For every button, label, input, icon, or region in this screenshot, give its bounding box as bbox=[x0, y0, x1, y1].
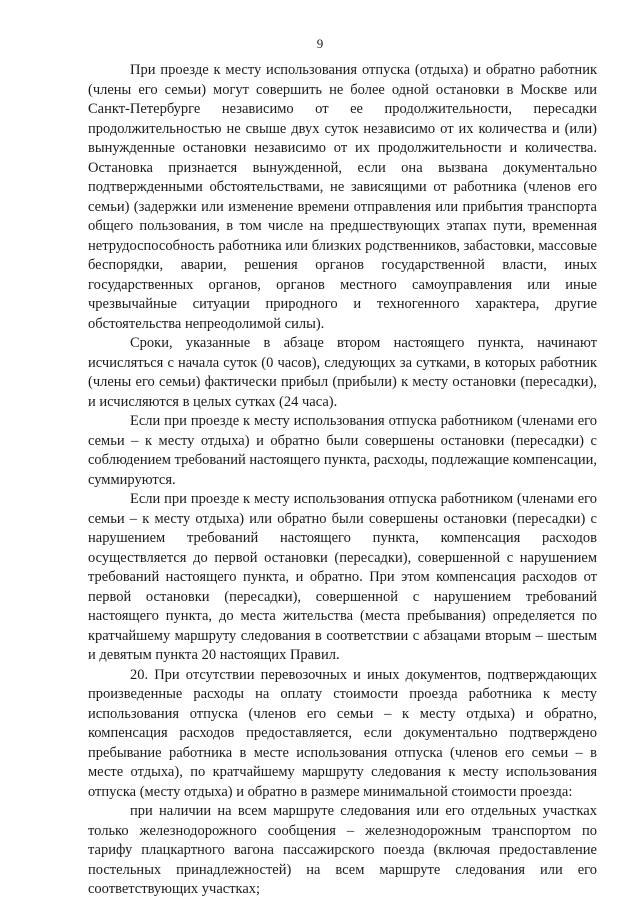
paragraph-compliant-stopovers: Если при проезде к месту использования отпуска работником (членами его семьи – к месту отдыха) и обратно были совершены остановки (пересадки) с соблюдением требований настоящего пункта, расходы, подлежащие компенсации, суммируются. bbox=[88, 413, 598, 488]
paragraph-time-periods: Сроки, указанные в абзаце втором настоящего пункта, начинают исчисляться с начала суток (0 часов), следующих за сутками, в которых работник (члены его семьи) фактически прибыл (прибыли) к месту остановки (пересадки), и исчисляются в целых сутках (24 часа). bbox=[88, 335, 597, 410]
paragraph-noncompliant-stopovers: Если при проезде к месту использования отпуска работником (членами его семьи – к месту отдыха) или обратно были совершены остановки (пересадки) с нарушением требований настоящего пункта, компенсация расходов осуществляется до первой остановки (пересадки), совершенной с нарушением требований настоящего пункта, и обратно. При этом компенсация расходов от первой остановки (пересадки), совершенной с нарушением требований настоящего пункта, до места жительства (места пребывания) определяется по кратчайшему маршруту следования в соответствии с абзацами вторым – шестым и девятым пункта 20 настоящих Правил. bbox=[88, 491, 597, 663]
page-number: 9 bbox=[316, 36, 324, 51]
document-body bbox=[88, 61, 597, 900]
paragraph-railway-fare: при наличии на всем маршруте следования или его отдельных участках только железнодорожного сообщения – железнодорожным транспортом по тарифу плацкартного вагона пассажирского поезда (включая предоставление постельных принадлежностей) на всем маршруте следования или его соответствующих участках; bbox=[88, 803, 597, 897]
paragraph-stopovers-rule: При проезде к месту использования отпуска (отдыха) и обратно работник (члены его семьи) могут совершить не более одной остановки в Москве или Санкт-Петербурге независимо от ее продолжительности, пересадки продолжительностью не свыше двух суток независимо от их количества и (или) вынужденные остановки независимо от их продолжительности и количества. Остановка признается вынужденной, если она вызвана документально подтвержденными обстоятельствами, не зависящими от работника (членов его семьи) (задержки или изменение времени отправления или прибытия транспорта общего пользования, в том числе на предшествующих этапах пути, временная нетрудоспособность работника или близких родственников, забастовки, массовые беспорядки, аварии, решения органов государственной власти, иных государственных органов, органов местного самоуправления или иные чрезвычайные ситуации природного и техногенного характера, другие обстоятельства непреодолимой силы). bbox=[88, 62, 597, 332]
paragraph-item-20: 20. При отсутствии перевозочных и иных документов, подтверждающих произведенные расходы на оплату стоимости проезда работника к месту использования отпуска (членов его семьи – к месту отдыха) и обратно, компенсация расходов предоставляется, если документально подтверждено пребывание работника в месте использования отпуска (членов его семьи – в месте отдыха), по кратчайшему маршруту следования к месту использования отпуска (месту отдыха) и обратно в размере минимальной стоимости проезда: bbox=[88, 666, 597, 800]
